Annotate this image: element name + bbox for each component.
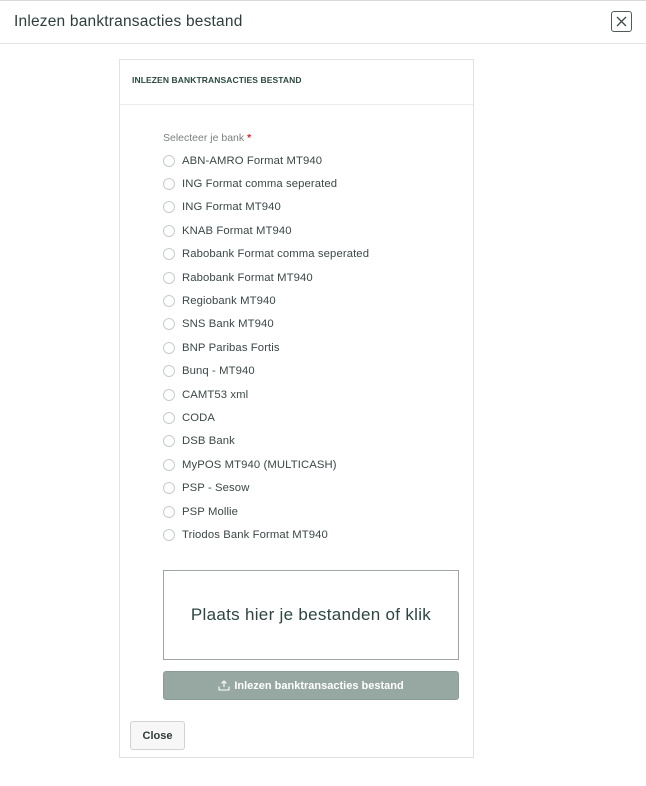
bank-option-label: MyPOS MT940 (MULTICASH) <box>182 458 337 471</box>
radio-button[interactable] <box>163 295 175 307</box>
import-upload-button[interactable] <box>163 671 459 700</box>
bank-option[interactable] <box>163 500 463 523</box>
radio-button[interactable] <box>163 178 175 190</box>
bank-option-label: ING Format MT940 <box>182 201 281 214</box>
bank-option[interactable] <box>163 383 463 406</box>
bank-option-label: PSP Mollie <box>182 505 239 518</box>
radio-button[interactable] <box>163 342 175 354</box>
bank-option[interactable] <box>163 523 463 546</box>
bank-option[interactable] <box>163 360 463 383</box>
bank-option-label: CAMT53 xml <box>182 388 249 401</box>
bank-option[interactable] <box>163 476 463 499</box>
bank-option-label: ING Format comma seperated <box>182 178 338 191</box>
radio-button[interactable] <box>163 412 175 424</box>
radio-button[interactable] <box>163 365 175 377</box>
bank-option[interactable] <box>163 266 463 289</box>
bank-option[interactable] <box>163 336 463 359</box>
file-dropzone[interactable] <box>163 570 459 660</box>
bank-option-label: Bunq - MT940 <box>182 365 255 378</box>
bank-option-label: DSB Bank <box>182 435 235 448</box>
bank-option[interactable] <box>163 219 463 242</box>
card-header <box>120 60 473 105</box>
required-marker: * <box>247 132 252 144</box>
modal-title: Inlezen banktransacties bestand <box>14 13 243 30</box>
bank-option[interactable] <box>163 406 463 429</box>
close-icon <box>616 16 627 27</box>
radio-button[interactable] <box>163 201 175 213</box>
radio-button[interactable] <box>163 155 175 167</box>
radio-button[interactable] <box>163 318 175 330</box>
bank-option-label: ABN-AMRO Format MT940 <box>182 154 323 167</box>
bank-option[interactable] <box>163 453 463 476</box>
bank-option[interactable] <box>163 289 463 312</box>
bank-option-label: SNS Bank MT940 <box>182 318 274 331</box>
bank-select-label-text: Selecteer je bank <box>163 132 245 144</box>
upload-button-label: Inlezen banktransacties bestand <box>234 679 404 692</box>
bank-option[interactable] <box>163 172 463 195</box>
bank-option-label: Rabobank Format comma seperated <box>182 248 370 261</box>
radio-button[interactable] <box>163 506 175 518</box>
bank-option[interactable] <box>163 430 463 453</box>
radio-button[interactable] <box>163 389 175 401</box>
close-button-label: Close <box>142 729 173 742</box>
bank-option-label: Regiobank MT940 <box>182 295 276 308</box>
close-button[interactable] <box>130 721 185 750</box>
bank-option-label: BNP Paribas Fortis <box>182 341 280 354</box>
bank-option[interactable] <box>163 313 463 336</box>
radio-button[interactable] <box>163 435 175 447</box>
upload-icon <box>218 680 230 691</box>
bank-radio-group <box>163 149 463 547</box>
bank-select-label <box>163 132 251 144</box>
bank-option[interactable] <box>163 196 463 219</box>
bank-option[interactable] <box>163 243 463 266</box>
radio-button[interactable] <box>163 272 175 284</box>
bank-option-label: CODA <box>182 411 216 424</box>
card-title: INLEZEN BANKTRANSACTIES BESTAND <box>132 75 302 85</box>
modal-close-button[interactable] <box>611 11 632 32</box>
bank-option-label: PSP - Sesow <box>182 482 250 495</box>
dropzone-text: Plaats hier je bestanden of klik <box>190 605 432 624</box>
import-card <box>119 59 474 758</box>
modal-header <box>0 1 646 44</box>
bank-option-label: Triodos Bank Format MT940 <box>182 528 328 541</box>
radio-button[interactable] <box>163 225 175 237</box>
radio-button[interactable] <box>163 459 175 471</box>
bank-option-label: Rabobank Format MT940 <box>182 271 313 284</box>
bank-option[interactable] <box>163 149 463 172</box>
radio-button[interactable] <box>163 248 175 260</box>
bank-option-label: KNAB Format MT940 <box>182 224 292 237</box>
radio-button[interactable] <box>163 529 175 541</box>
radio-button[interactable] <box>163 482 175 494</box>
